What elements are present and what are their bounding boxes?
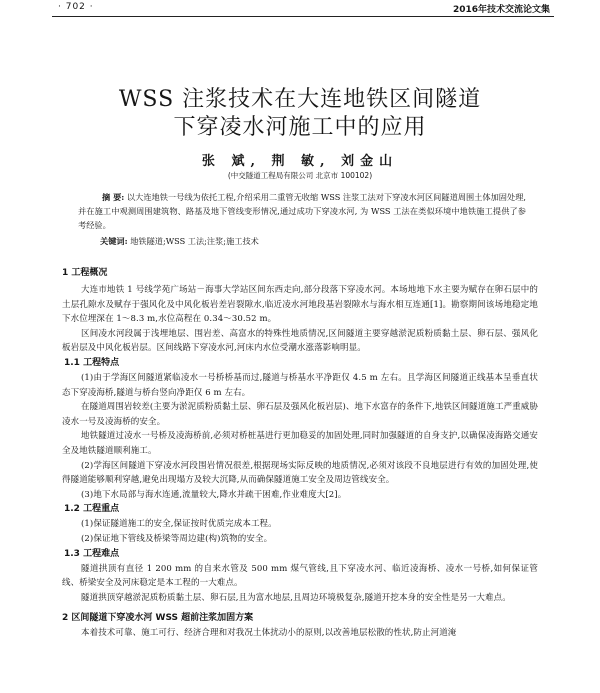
body-text [62, 266, 538, 641]
paragraph: 大连市地铁 1 号线学苑广场站－海事大学站区间东西走向,部分段落下穿凌水河。本场地地下水主要为赋存在卵石层中的土层孔隙水及赋存于强风化及中风化板岩差岩裂隙水,临近凌水河地段基岩裂隙水与海水相互连通[1]。勘察期间该场地稳定地下水位埋深在 1～8.3 m,水位高程在 0.34～30.52 m。 [62, 285, 538, 325]
keywords-text: 地铁隧道;WSS 工法;注浆;施工技术 [130, 236, 259, 246]
paragraph: 隧道拱顶有直径 1 200 mm 的自来水管及 500 mm 煤气管线,且下穿凌水河、临近凌海桥、凌水一号桥,如何保证管线、桥梁安全及河床稳定是本工程的一大难点。 [62, 563, 538, 589]
paper-title-line-1: WSS 注浆技术在大连地铁区间隧道 [118, 87, 482, 112]
paragraph: 在隧道周围岩较差(主要为淤泥质粉质黏土层、卵石层及强风化板岩层)、地下水富存的条件下,地铁区间隧道施工严重威胁凌水一号及凌海桥的安全。 [62, 402, 538, 427]
paragraph: 隧道拱顶穿越淤泥质粉质黏土层、卵石层,且为富水地层,且周边环境极复杂,隧道开挖本身的安全性是另一大难点。 [81, 592, 511, 603]
paper-title-line-2: 下穿凌水河施工中的应用 [173, 115, 427, 140]
abstract-label: 摘 要: [102, 192, 125, 202]
section-1-heading: 1 工程概况 [62, 268, 108, 278]
section-2-heading: 2 区间隧道下穿凌水河 WSS 超前注浆加固方案 [62, 613, 254, 624]
paragraph: 本着技术可靠、施工可行、经济合理和对我况土体扰动小的原则,以改善地层松散的性状,防止河道淹 [81, 628, 457, 639]
section-1-3-heading: 1.3 工程难点 [64, 548, 120, 559]
page-number: · 702 · [58, 2, 94, 12]
paragraph: (2)学海区间隧道下穿凌水河段围岩情况很差,根据现场实际反映的地质情况,必须对该段不良地层进行有效的加固处理,使得隧道能够顺利穿越,避免出现塌方及较大沉降,从而确保隧道施工安全及周边管线安全。 [62, 460, 538, 486]
section-1-2-heading: 1.2 工程重点 [64, 504, 120, 515]
header-rule [52, 16, 554, 17]
paragraph: (2)保证地下管线及桥梁等周边建(构)筑物的安全。 [81, 533, 273, 544]
section-1-1-heading: 1.1 工程特点 [64, 357, 120, 368]
paragraph: (1)由于学海区间隧道紧临凌水一号桥桥基而过,隧道与桥基水平净距仅 4.5 m 左右。且学海区间隧道正线基本呈垂直状态下穿凌海桥,隧道与桥台竖向净距仅 6 m 左右。 [62, 372, 538, 398]
affiliation: (中交隧道工程局有限公司 北京市 100102) [227, 171, 373, 180]
keywords-label: 关键词: [100, 236, 128, 246]
authors: 张 斌, 荆 敏, 刘金山 [201, 154, 399, 169]
journal-name: 2016年技术交流论文集 [452, 5, 550, 15]
paragraph: (3)地下水局部与海水连通,流量较大,降水并疏干困难,作业难度大[2]。 [81, 489, 347, 500]
keywords [100, 234, 520, 248]
abstract [78, 190, 526, 232]
paragraph: (1)保证隧道施工的安全,保证按时优质完成本工程。 [81, 519, 277, 530]
paragraph: 区间凌水河段属于浅埋地层、围岩差、高富水的特殊性地质情况,区间隧道主要穿越淤泥质粉质黏土层、卵石层、强风化板岩层及中风化板岩层。区间线路下穿凌水河,河床内水位受潮水涨落影响明显。 [62, 328, 538, 354]
paragraph: 地铁隧道过凌水一号桥及凌海桥前,必须对桥桩基进行更加稳妥的加固处理,同时加强隧道的自身支护,以确保凌海路交通安全及地铁隧道顺利施工。 [62, 431, 538, 456]
abstract-text: 以大连地铁一号线为依托工程,介绍采用二重管无收缩 WSS 注浆工法对下穿凌水河区间隧道周围土体加固处理,并在施工中观测周围建筑物、路基及地下管线变形情况,通过成功下穿凌水河, 为 WSS 工法在类似环境中地铁施工提供了参考经验。 [78, 192, 526, 230]
